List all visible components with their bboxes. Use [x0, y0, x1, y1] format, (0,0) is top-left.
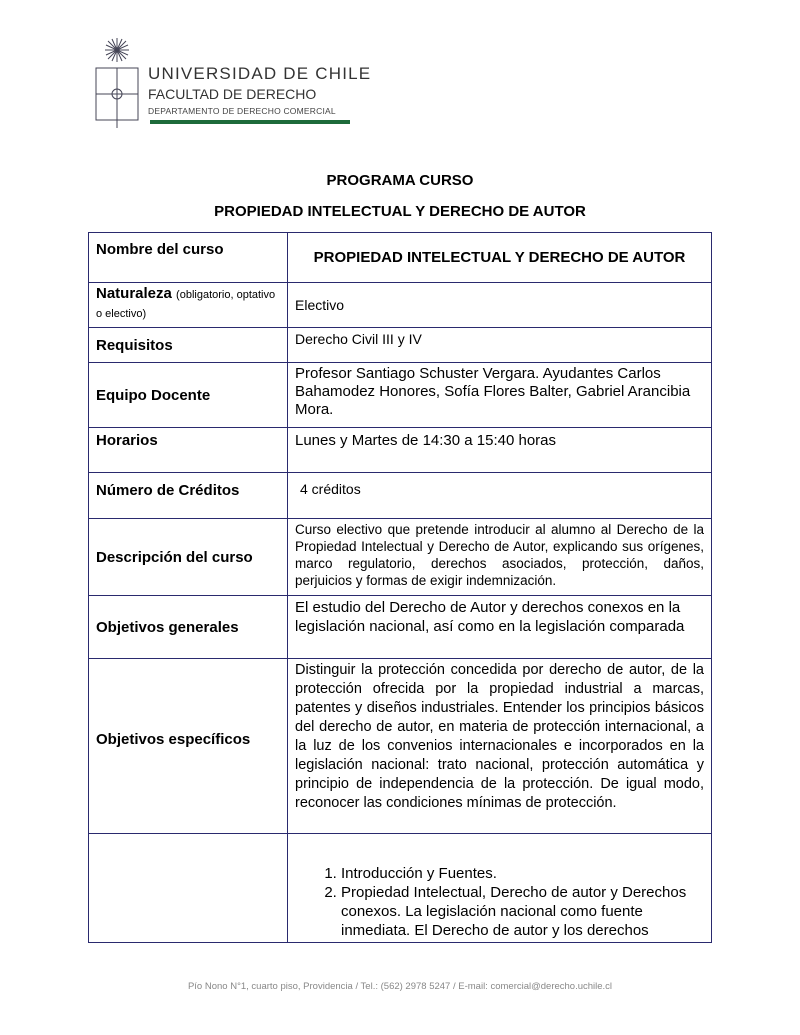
table-row: [89, 473, 712, 519]
table-row: [89, 834, 712, 943]
row-label: Descripción del curso: [89, 519, 288, 596]
row-label: [89, 283, 288, 328]
table-row: [89, 596, 712, 659]
faculty-name: FACULTAD DE DERECHO: [148, 86, 317, 102]
department-name: DEPARTAMENTO DE DERECHO COMERCIAL: [148, 106, 336, 116]
table-row: [89, 659, 712, 834]
header-divider: [150, 120, 350, 124]
row-value: El estudio del Derecho de Autor y derechos conexos en la legislación nacional, así como en la legislación comparada: [288, 596, 712, 659]
row-label: Nombre del curso: [89, 233, 288, 283]
label-text: Naturaleza: [96, 285, 172, 302]
list-item: 1. Introducción y Fuentes.: [341, 864, 704, 883]
row-label: Objetivos generales: [89, 596, 288, 659]
contents-cell: [288, 834, 712, 943]
row-label: Horarios: [89, 428, 288, 473]
university-crest-icon: [92, 36, 142, 128]
row-label: Equipo Docente: [89, 363, 288, 428]
row-value: Distinguir la protección concedida por derecho de autor, de la protección ofrecida por la propiedad industrial a marcas, patentes y diseños industriales. Entender los principios básicos del derecho de autor, en materia de protección internacional, a la luz de los convenios internacionales e incorporados en la legislación nacional: trato nacional, protección automática y principio de independencia de la protección. De igual modo, reconocer las condiciones mínimas de protección.: [288, 659, 712, 834]
table-row: [89, 363, 712, 428]
table-row: [89, 328, 712, 363]
table-row: [89, 283, 712, 328]
row-value: Electivo: [288, 283, 712, 328]
list-item: 2. Propiedad Intelectual, Derecho de autor y Derechos conexos. La legislación nacional como fuente inmediata. El Derecho de autor y los derechos: [341, 883, 704, 940]
row-value: PROPIEDAD INTELECTUAL Y DERECHO DE AUTOR: [288, 233, 712, 283]
row-value: Lunes y Martes de 14:30 a 15:40 horas: [288, 428, 712, 473]
row-value: Curso electivo que pretende introducir al alumno al Derecho de la Propiedad Intelectual y Derecho de Autor, explicando sus orígenes, marco regulatorio, derechos asociados, protección, daños, perjuicios y formas de exigir indemnización.: [288, 519, 712, 596]
footer-contact: Pío Nono N°1, cuarto piso, Providencia / Tel.: (562) 2978 5247 / E-mail: comercial@derecho.uchile.cl: [187, 981, 613, 992]
row-label: Requisitos: [89, 328, 288, 363]
row-label: [89, 834, 288, 943]
row-label: Objetivos específicos: [89, 659, 288, 834]
contents-list: [295, 864, 704, 940]
page-title: PROGRAMA CURSO: [326, 172, 474, 189]
row-label: Número de Créditos: [89, 473, 288, 519]
row-value: Derecho Civil III y IV: [288, 328, 712, 363]
label-note: (obligatorio, optativo o electivo): [96, 289, 276, 320]
university-logo: [92, 36, 412, 128]
table-row: [89, 428, 712, 473]
university-name: UNIVERSIDAD DE CHILE: [148, 64, 372, 83]
row-value: 4 créditos: [288, 473, 712, 519]
course-title: PROPIEDAD INTELECTUAL Y DERECHO DE AUTOR: [214, 203, 586, 220]
course-table: [88, 232, 712, 943]
table-row: [89, 519, 712, 596]
table-row: [89, 233, 712, 283]
row-value: Profesor Santiago Schuster Vergara. Ayudantes Carlos Bahamodez Honores, Sofía Flores Balter, Gabriel Arancibia Mora.: [288, 363, 712, 428]
